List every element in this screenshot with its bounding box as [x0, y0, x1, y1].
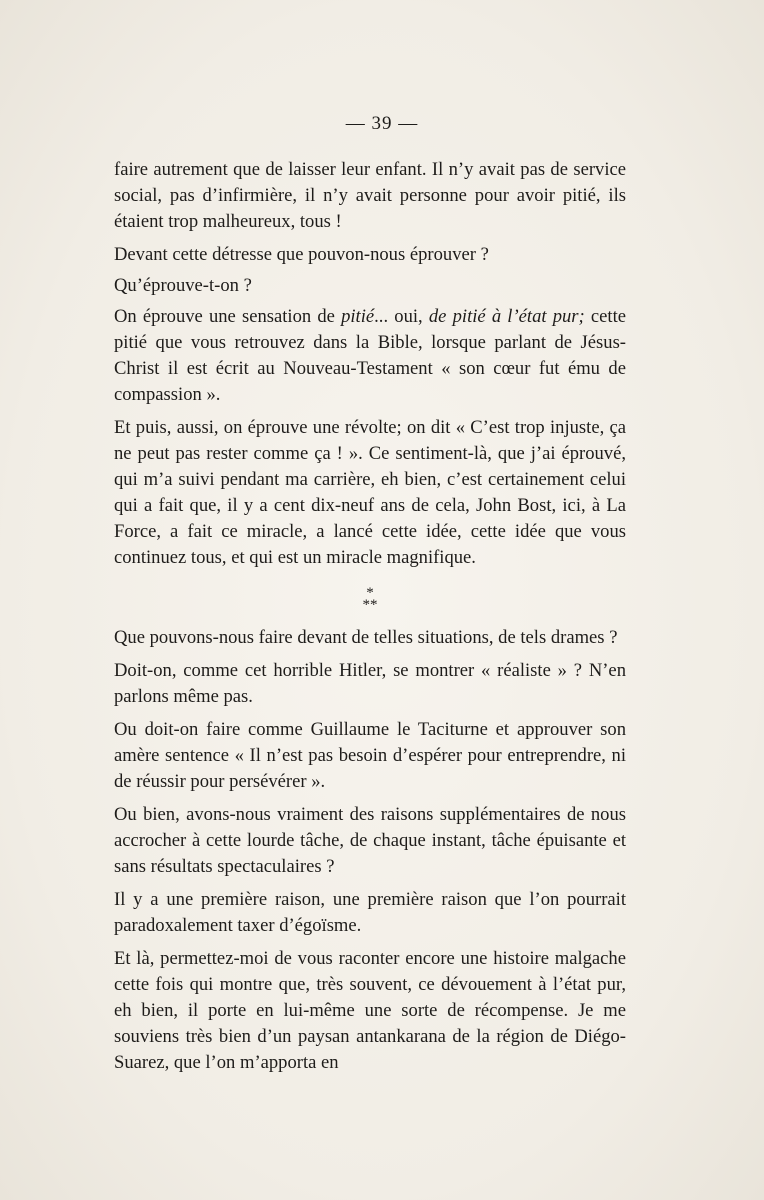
asterism-bottom: ** [362, 597, 378, 613]
paragraph-5: Et puis, aussi, on éprouve une révolte; on dit « C’est trop injuste, ça ne peut pas rester comme ça ! ». Ce sentiment-là, que j’ai éprouvé, qui m’a suivi pendant ma carrière, eh bien, c’est certainement celui qui a fait que, il y a cent dix-neuf ans de cela, John Bost, ici, à La Force, a fait ce miracle, a lancé cette idée, cette idée que vous continuez tous, et qui est un miracle magnifique. [114, 417, 626, 568]
section-break-asterism [114, 587, 626, 611]
paragraph-10: Il y a une première raison, une première raison que l’on pourrait paradoxalement taxer d’égoïsme. [114, 889, 626, 936]
asterism-top: * [366, 585, 374, 601]
paragraph-4-part-e: cette pitié que vous retrouvez dans la Bible, lorsque parlant de Jésus-Christ il est écrit au Nouveau-Testament « son cœur fut ému de compassion ». [114, 306, 627, 405]
paragraph-2: Devant cette détresse que pouvon-nous éprouver ? [114, 244, 489, 265]
paragraph-4-emphasis-pitie: pitié [341, 306, 375, 327]
body-text [114, 157, 626, 1083]
paragraph-6: Que pouvons-nous faire devant de telles situations, de tels drames ? [114, 627, 618, 648]
paragraph-4 [114, 304, 626, 408]
paragraph-4-emphasis-etat-pur: de pitié à l’état pur; [428, 306, 585, 327]
page-number: — 39 — [345, 113, 419, 134]
paragraph-1: faire autrement que de laisser leur enfant. Il n’y avait pas de service social, pas d’infirmière, il n’y avait personne pour avoir pitié, ils étaient trop malheureux, tous ! [114, 159, 626, 232]
paragraph-9: Ou bien, avons-nous vraiment des raisons supplémentaires de nous accrocher à cette lourde tâche, de chaque instant, tâche épuisante et sans résultats spectaculaires ? [114, 804, 626, 877]
paragraph-11: Et là, permettez-moi de vous raconter encore une histoire malgache cette fois qui montre que, très souvent, ce dévouement à l’état pur, eh bien, il porte en lui-même une sorte de récompense. Je me souviens très bien d’un paysan antankarana de la région de Diégo-Suarez, que l’on m’apporta en [114, 948, 626, 1073]
paragraph-8: Ou doit-on faire comme Guillaume le Taciturne et approuver son amère sentence « Il n’est pas besoin d’espérer pour entreprendre, ni de réussir pour persévérer ». [114, 719, 626, 792]
paragraph-3: Qu’éprouve-t-on ? [114, 275, 252, 296]
paragraph-4-part-c: ... oui, [374, 306, 429, 327]
paragraph-4-part-a: On éprouve une sensation de [114, 306, 342, 327]
paragraph-7: Doit-on, comme cet horrible Hitler, se montrer « réaliste » ? N’en parlons même pas. [114, 660, 626, 707]
